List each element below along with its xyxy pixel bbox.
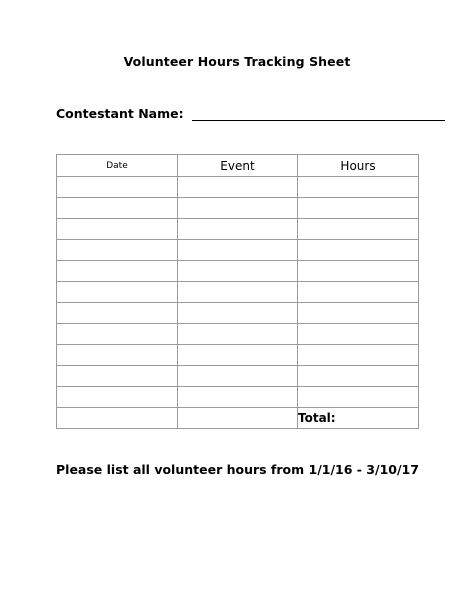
hours-cell[interactable] bbox=[298, 387, 419, 408]
date-column-header: Date bbox=[57, 155, 178, 177]
hours-cell[interactable] bbox=[298, 177, 419, 198]
date-cell[interactable] bbox=[57, 177, 178, 198]
date-cell[interactable] bbox=[57, 282, 178, 303]
hours-table bbox=[56, 154, 419, 429]
table-row bbox=[57, 366, 419, 387]
total-row bbox=[57, 408, 419, 429]
hours-cell[interactable] bbox=[298, 366, 419, 387]
table-row bbox=[57, 240, 419, 261]
page-title: Volunteer Hours Tracking Sheet bbox=[123, 54, 351, 69]
event-column-header: Event bbox=[178, 155, 298, 177]
contestant-name-row bbox=[56, 106, 445, 121]
total-label: Total: bbox=[298, 408, 419, 429]
date-cell[interactable] bbox=[57, 240, 178, 261]
date-cell[interactable] bbox=[57, 198, 178, 219]
date-cell[interactable] bbox=[57, 366, 178, 387]
event-cell[interactable] bbox=[178, 303, 298, 324]
hours-cell[interactable] bbox=[298, 240, 419, 261]
table-row bbox=[57, 282, 419, 303]
table-row bbox=[57, 198, 419, 219]
hours-column-header: Hours bbox=[298, 155, 419, 177]
table-row bbox=[57, 324, 419, 345]
total-date-cell bbox=[57, 408, 178, 429]
table-row bbox=[57, 303, 419, 324]
event-cell[interactable] bbox=[178, 177, 298, 198]
date-cell[interactable] bbox=[57, 261, 178, 282]
date-cell[interactable] bbox=[57, 303, 178, 324]
date-cell[interactable] bbox=[57, 345, 178, 366]
contestant-name-label: Contestant Name: bbox=[56, 106, 184, 121]
contestant-name-field[interactable] bbox=[192, 107, 445, 121]
event-cell[interactable] bbox=[178, 387, 298, 408]
hours-cell[interactable] bbox=[298, 324, 419, 345]
table-header-row bbox=[57, 155, 419, 177]
date-cell[interactable] bbox=[57, 219, 178, 240]
date-cell[interactable] bbox=[57, 387, 178, 408]
hours-cell[interactable] bbox=[298, 303, 419, 324]
hours-cell[interactable] bbox=[298, 261, 419, 282]
event-cell[interactable] bbox=[178, 324, 298, 345]
table-row bbox=[57, 387, 419, 408]
hours-cell[interactable] bbox=[298, 345, 419, 366]
table-row bbox=[57, 219, 419, 240]
event-cell[interactable] bbox=[178, 261, 298, 282]
hours-cell[interactable] bbox=[298, 198, 419, 219]
event-cell[interactable] bbox=[178, 345, 298, 366]
hours-cell[interactable] bbox=[298, 282, 419, 303]
event-cell[interactable] bbox=[178, 366, 298, 387]
hours-cell[interactable] bbox=[298, 219, 419, 240]
event-cell[interactable] bbox=[178, 219, 298, 240]
date-range-note: Please list all volunteer hours from 1/1/16 - 3/10/17 bbox=[56, 462, 419, 477]
event-cell[interactable] bbox=[178, 240, 298, 261]
date-cell[interactable] bbox=[57, 324, 178, 345]
table-row bbox=[57, 261, 419, 282]
table-row bbox=[57, 177, 419, 198]
total-event-cell bbox=[178, 408, 298, 429]
event-cell[interactable] bbox=[178, 282, 298, 303]
event-cell[interactable] bbox=[178, 198, 298, 219]
table-row bbox=[57, 345, 419, 366]
